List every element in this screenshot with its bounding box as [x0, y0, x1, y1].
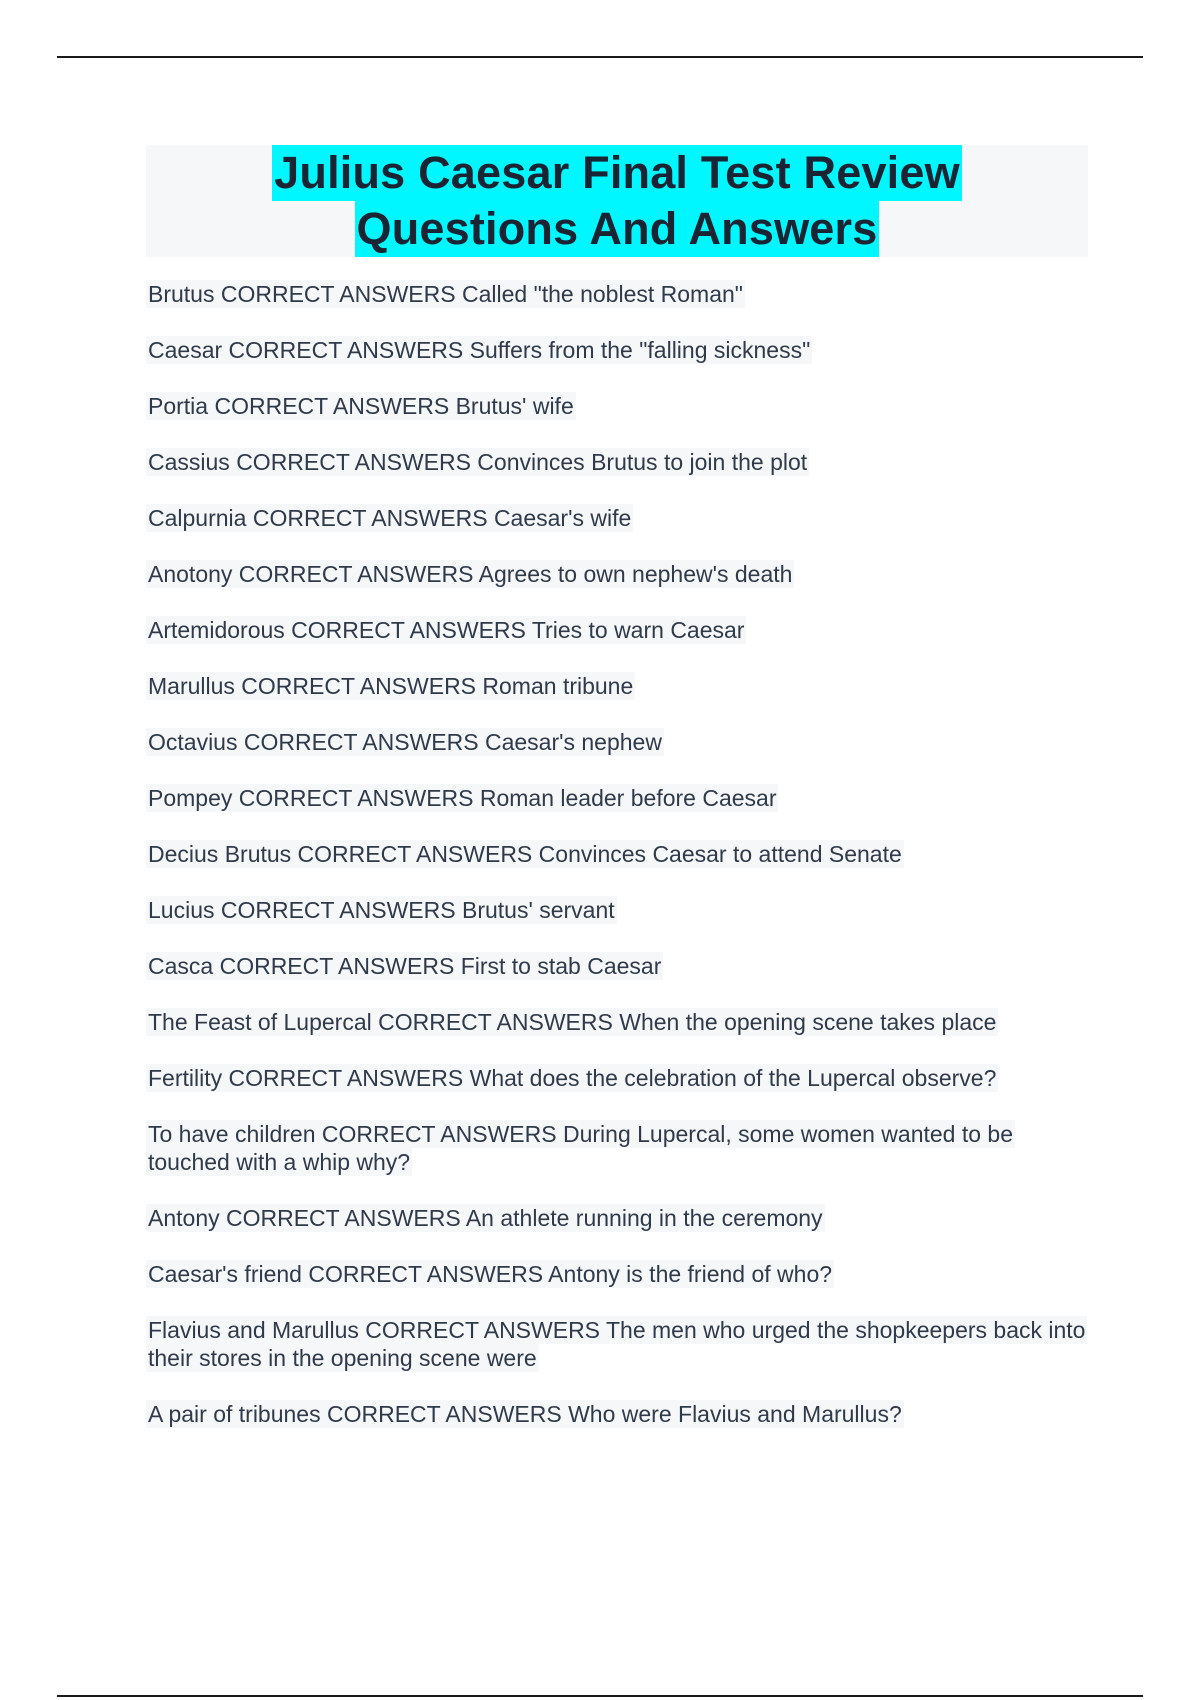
- page-title-line-1: Julius Caesar Final Test Review: [272, 145, 962, 201]
- qa-entry-text: Caesar's friend CORRECT ANSWERS Antony is the friend of who?: [148, 1261, 833, 1287]
- qa-entry: [146, 504, 1096, 532]
- qa-entry: [146, 1064, 1096, 1092]
- qa-entry: [146, 392, 1096, 420]
- qa-entry: [146, 1316, 1096, 1372]
- qa-entry-text: Casca CORRECT ANSWERS First to stab Caesar: [148, 953, 662, 979]
- bottom-rule: [57, 1695, 1143, 1697]
- qa-entry: [146, 280, 1096, 308]
- qa-entry: [146, 448, 1096, 476]
- qa-entry: [146, 784, 1096, 812]
- qa-entry: [146, 336, 1096, 364]
- qa-entry-text: Pompey CORRECT ANSWERS Roman leader before Caesar: [148, 785, 777, 811]
- qa-entry-text: Antony CORRECT ANSWERS An athlete running in the ceremony: [148, 1205, 823, 1231]
- qa-entry-text: Brutus CORRECT ANSWERS Called "the noblest Roman": [148, 281, 743, 307]
- qa-entry-text: Octavius CORRECT ANSWERS Caesar's nephew: [148, 729, 662, 755]
- qa-entry-text: Caesar CORRECT ANSWERS Suffers from the "falling sickness": [148, 337, 811, 363]
- qa-entry-text: Anotony CORRECT ANSWERS Agrees to own nephew's death: [148, 561, 793, 587]
- qa-entry: [146, 1204, 1096, 1232]
- qa-entry-text: Lucius CORRECT ANSWERS Brutus' servant: [148, 897, 615, 923]
- qa-list: [146, 280, 1096, 1456]
- qa-entry: [146, 728, 1096, 756]
- qa-entry-text: Fertility CORRECT ANSWERS What does the celebration of the Lupercal observe?: [148, 1065, 997, 1091]
- qa-entry-text: Marullus CORRECT ANSWERS Roman tribune: [148, 673, 634, 699]
- qa-entry: [146, 840, 1096, 868]
- qa-entry-text: Cassius CORRECT ANSWERS Convinces Brutus to join the plot: [148, 449, 808, 475]
- qa-entry: [146, 896, 1096, 924]
- qa-entry-text: Calpurnia CORRECT ANSWERS Caesar's wife: [148, 505, 632, 531]
- qa-entry: [146, 560, 1096, 588]
- qa-entry-text: Artemidorous CORRECT ANSWERS Tries to warn Caesar: [148, 617, 745, 643]
- qa-entry-text: Portia CORRECT ANSWERS Brutus' wife: [148, 393, 574, 419]
- qa-entry: [146, 1260, 1096, 1288]
- top-rule: [57, 56, 1143, 58]
- qa-entry-text: Flavius and Marullus CORRECT ANSWERS The men who urged the shopkeepers back into their stores in the opening scene were: [148, 1317, 1086, 1371]
- qa-entry: [146, 952, 1096, 980]
- qa-entry: [146, 1120, 1096, 1176]
- qa-entry: [146, 1400, 1096, 1428]
- qa-entry-text: To have children CORRECT ANSWERS During Lupercal, some women wanted to be touched with a whip why?: [148, 1121, 1014, 1175]
- page-title-line-2: Questions And Answers: [355, 201, 880, 257]
- qa-entry: [146, 1008, 1096, 1036]
- qa-entry-text: A pair of tribunes CORRECT ANSWERS Who were Flavius and Marullus?: [148, 1401, 902, 1427]
- qa-entry-text: The Feast of Lupercal CORRECT ANSWERS When the opening scene takes place: [148, 1009, 997, 1035]
- title-box: [146, 145, 1088, 257]
- qa-entry: [146, 616, 1096, 644]
- qa-entry: [146, 672, 1096, 700]
- qa-entry-text: Decius Brutus CORRECT ANSWERS Convinces Caesar to attend Senate: [148, 841, 902, 867]
